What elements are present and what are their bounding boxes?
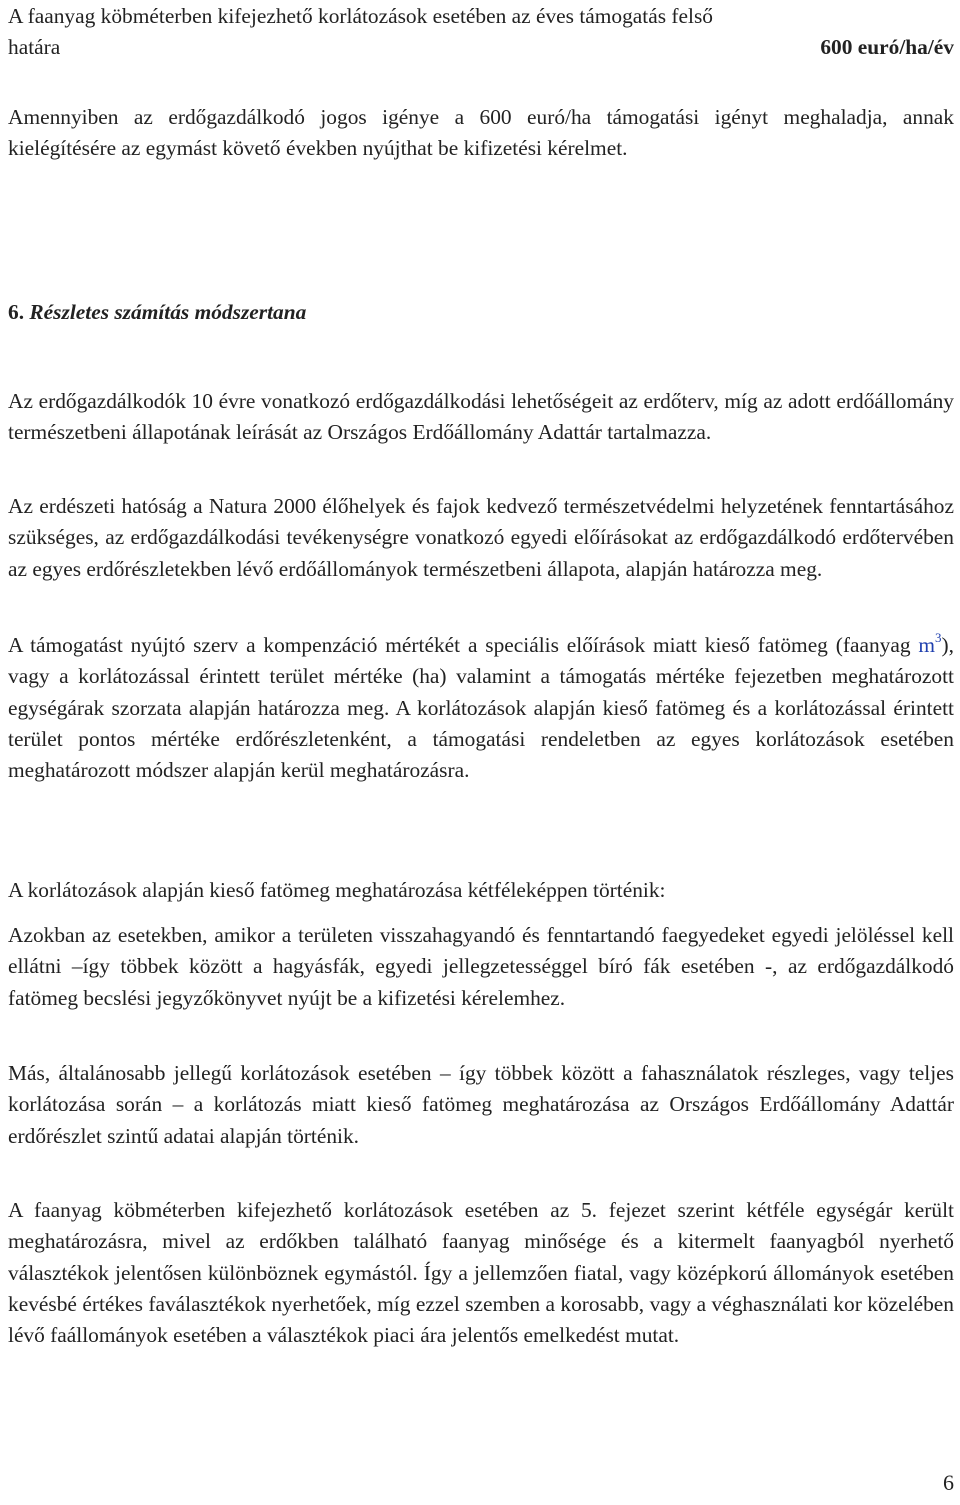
- unit-cubic-meter: [918, 630, 942, 657]
- paragraph-text: A korlátozások alapján kieső fatömeg meghatározása kétféleképpen történik:: [8, 878, 666, 902]
- paragraph-text: Azokban az esetekben, amikor a területen visszahagyandó és fenntartandó faegyedeket egyedi jelöléssel kell ellátni –így többek között a hagyásfák, egyedi jellegzetességgel bíró fák esetében -, az erdőgazdálkodó fatömeg becslési jegyzőkönyvet nyújt be a kifizetési kérelemhez.: [8, 923, 954, 1010]
- paragraph-text: Az erdőgazdálkodók 10 évre vonatkozó erdőgazdálkodási lehetőségeit az erdőterv, míg az adott erdőállomány természetbeni állapotának leírását az Országos Erdőállomány Adattár tartalmazza.: [8, 389, 954, 445]
- paragraph-text: Más, általánosabb jellegű korlátozások esetében – így többek között a fahasználatok részleges, vagy teljes korlátozása során – a korlátozás miatt kieső fatömeg meghatározása az Országos Erdőállomány Adattár erdőrészlet szintű adatai alapján történik.: [8, 1061, 954, 1148]
- section-title: Részletes számítás módszertana: [29, 300, 307, 324]
- section-heading: [8, 297, 954, 328]
- paragraph-methods-intro: [8, 875, 954, 906]
- unit-exponent: 3: [935, 630, 942, 645]
- section-number: 6.: [8, 300, 25, 324]
- compensation-text-after: ), vagy a korlátozással érintett terület mértéke (ha) valamint a támogatás mértéke fejezetben meghatározott egységárak szorzata alapján határozza meg. A korlátozások alapján kieső fatömeg és a korlátozással érintett terület pontos mértéke erdőrészletenként, a támogatási rendeletben az egyes korlátozások esetében meghatározott módszer alapján kerül meghatározásra.: [8, 633, 954, 783]
- paragraph-authority: [8, 491, 954, 585]
- paragraph-text: [8, 630, 954, 786]
- paragraph-general-restrictions: [8, 1058, 954, 1152]
- compensation-text-before: A támogatást nyújtó szerv a kompenzáció mértékét a speciális előírások miatt kieső fatömeg (faanyag: [8, 633, 919, 657]
- support-limit-value: 600 euró/ha/év: [820, 35, 954, 60]
- support-limit-label: határa: [8, 35, 61, 60]
- support-limit-line1: A faanyag köbméterben kifejezhető korlátozások esetében az éves támogatás felső: [8, 4, 713, 28]
- page-number: 6: [943, 1470, 954, 1495]
- paragraph-text: A faanyag köbméterben kifejezhető korlátozások esetében az 5. fejezet szerint kétféle egységár került meghatározásra, mivel az erdőkben található faanyag minősége és a kitermelt faanyagból nyerhető választékok jelentősen különböznek egymástól. Így a jellemzően fiatal, vagy középkorú állományok esetében kevésbé értékes faválasztékok nyerhetőek, míg ezzel szemben a korosabb, vagy a véghasználati kor közelében lévő faállományok esetében a választékok piaci ára jelentős emelkedést mutat.: [8, 1198, 954, 1348]
- paragraph-individual-marking: [8, 920, 954, 1014]
- paragraph-text: Az erdészeti hatóság a Natura 2000 élőhelyek és fajok kedvező természetvédelmi helyzetének fenntartásához szükséges, az erdőgazdálkodási tevékenységre vonatkozó egyedi előírásokat az erdőgazdálkodó erdőtervében az egyes erdőrészletekben lévő erdőállományok természetbeni állapota, alapján határozza meg.: [8, 494, 954, 581]
- excess-claim-text: Amennyiben az erdőgazdálkodó jogos igénye a 600 euró/ha támogatási igényt meghaladja, annak kielégítésére az egymást követő években nyújthat be kifizetési kérelmet.: [8, 105, 954, 161]
- support-limit-paragraph: [8, 1, 954, 64]
- paragraph-compensation: [8, 630, 954, 786]
- paragraph-unit-prices: [8, 1195, 954, 1351]
- excess-claim-paragraph: [8, 102, 954, 165]
- support-limit-line2: [8, 32, 954, 63]
- unit-symbol: m: [918, 633, 936, 657]
- paragraph-forest-plan: [8, 386, 954, 449]
